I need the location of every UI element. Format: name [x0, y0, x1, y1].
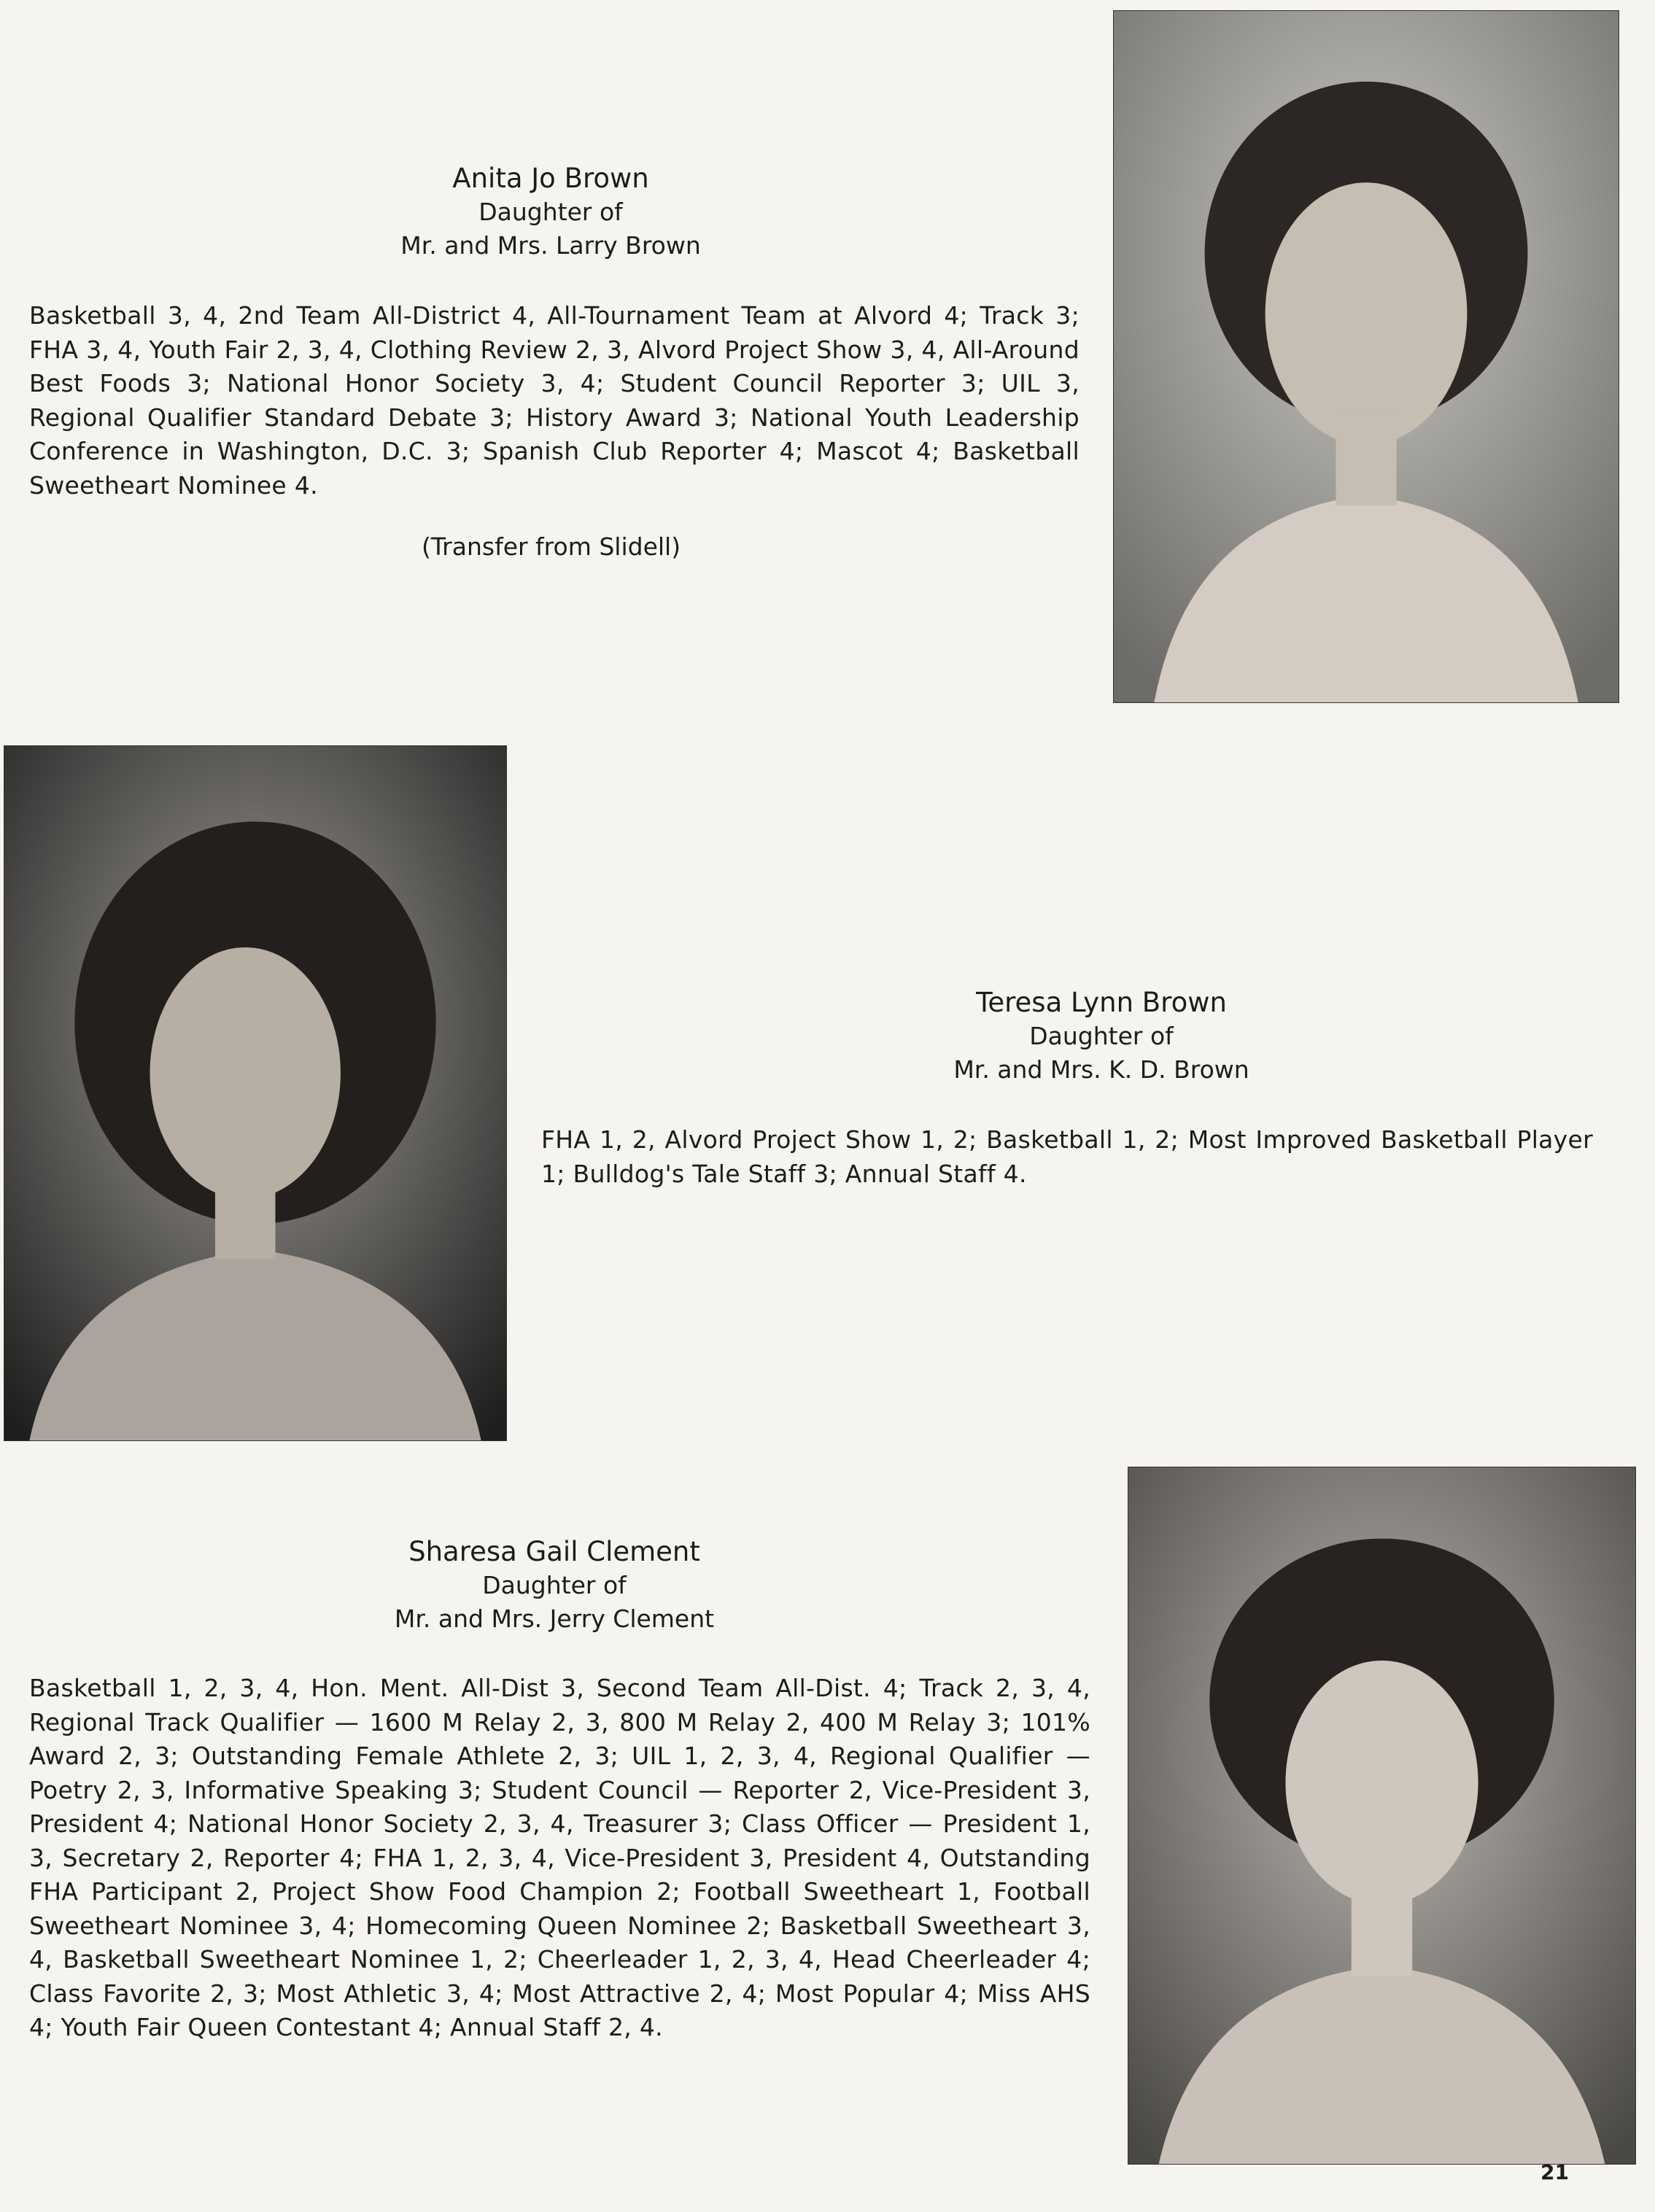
- entry-2-portrait-photo: [4, 746, 506, 1440]
- portrait-photo-icon: [4, 746, 506, 1440]
- entry-3-parents: Mr. and Mrs. Jerry Clement: [394, 1604, 715, 1633]
- portrait-photo-icon: [1114, 11, 1619, 702]
- entry-1-header: [306, 162, 795, 263]
- entry-2-activities: FHA 1, 2, Alvord Project Show 1, 2; Basketball 1, 2; Most Improved Basketball Player 1; Bulldog's Tale Staff 3; Annual Staff 4.: [541, 1125, 1593, 1188]
- entry-3-header: [299, 1535, 810, 1636]
- entry-2-relation: Daughter of: [1029, 1022, 1174, 1050]
- entry-1-activities: Basketball 3, 4, 2nd Team All-District 4, All-Tournament Team at Alvord 4; Track 3; FHA 3, 4, Youth Fair 2, 3, 4, Clothing Review 2, 3, Alvord Project Show 3, 4, All-Around Best Foods 3; National Honor Society 3, 4; Student Council Reporter 3; UIL 3, Regional Qualifier Standard Debate 3; History Award 3; National Youth Leadership Conference in Washington, D.C. 3; Spanish Club Reporter 4; Mascot 4; Basketball Sweetheart Nominee 4.: [29, 301, 1080, 500]
- entry-3-relation: Daughter of: [482, 1571, 627, 1599]
- entry-1-relation: Daughter of: [478, 198, 623, 226]
- entry-1-note: (Transfer from Slidell): [422, 532, 681, 561]
- entry-2-header: [853, 986, 1349, 1087]
- entry-1-portrait-photo: [1114, 11, 1619, 702]
- entry-1-parents: Mr. and Mrs. Larry Brown: [400, 231, 701, 260]
- entry-2-parents: Mr. and Mrs. K. D. Brown: [953, 1055, 1249, 1084]
- entry-2-name: Teresa Lynn Brown: [976, 987, 1227, 1018]
- page-number: 21: [1540, 2160, 1569, 2184]
- entry-1-name: Anita Jo Brown: [452, 163, 649, 194]
- entry-3-name: Sharesa Gail Clement: [408, 1536, 700, 1567]
- entry-3-portrait-photo: [1128, 1467, 1635, 2164]
- portrait-photo-icon: [1128, 1467, 1635, 2164]
- entry-3-activities: Basketball 1, 2, 3, 4, Hon. Ment. All-Dist 3, Second Team All-Dist. 4; Track 2, 3, 4, Regional Track Qualifier — 1600 M Relay 2, 3, 800 M Relay 2, 400 M Relay 3; 101% Award 2, 3; Outstanding Female Athlete 2, 3; UIL 1, 2, 3, 4, Regional Qualifier — Poetry 2, 3, Informative Speaking 3; Student Council — Reporter 2, Vice-President 3, President 4; National Honor Society 2, 3, 4, Treasurer 3; Class Officer — President 1, 3, Secretary 2, Reporter 4; FHA 1, 2, 3, 4, Vice-President 3, President 4, Outstanding FHA Participant 2, Project Show Food Champion 2; Football Sweetheart 1, Football Sweetheart Nominee 3, 4; Homecoming Queen Nominee 2; Basketball Sweetheart 3, 4, Basketball Sweetheart Nominee 1, 2; Cheerleader 1, 2, 3, 4, Head Cheerleader 4; Class Favorite 2, 3; Most Athletic 3, 4; Most Attractive 2, 4; Most Popular 4; Miss AHS 4; Youth Fair Queen Contestant 4; Annual Staff 2, 4.: [29, 1674, 1090, 2041]
